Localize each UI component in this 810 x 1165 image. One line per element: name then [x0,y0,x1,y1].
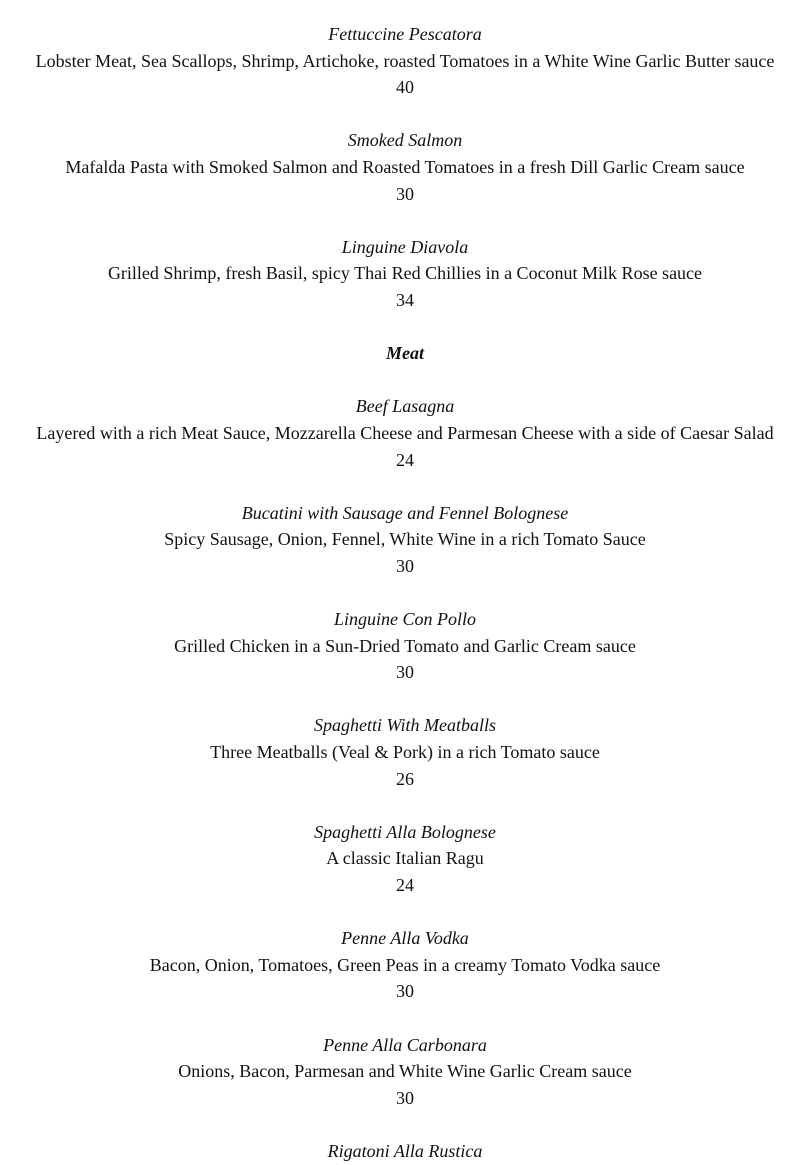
spacer [0,367,810,394]
dish-description: Grilled Shrimp, fresh Basil, spicy Thai Red Chillies in a Coconut Milk Rose sauce [107,263,703,284]
dish-name: Smoked Salmon [347,130,463,151]
menu-item-fettuccine-pescatora [0,21,810,101]
dish-price: 30 [396,981,414,1002]
spacer [0,686,810,713]
dish-price: 24 [396,875,414,895]
menu-item-linguine-diavola [0,234,810,314]
spacer [0,1005,810,1032]
dish-price: 26 [396,768,414,789]
dish-description: A classic Italian Ragu [326,848,484,869]
spacer [0,579,810,606]
menu-item-rigatoni-rustica [0,1138,810,1165]
spacer [0,314,810,341]
dish-name: Penne Alla Carbonara [323,1034,487,1055]
menu-item-bucatini-sausage-fennel [0,500,810,580]
menu-page [0,21,810,1165]
dish-name: Rigatoni Alla Rustica [327,1140,483,1161]
dish-price: 40 [396,77,414,98]
dish-description: Bacon, Onion, Tomatoes, Green Peas in a creamy Tomato Vodka sauce [149,954,661,975]
dish-description: Mafalda Pasta with Smoked Salmon and Roasted Tomatoes in a fresh Dill Garlic Cream sauce [65,156,745,177]
dish-name: Spaghetti Alla Bolognese [314,821,496,842]
section-title-meat: Meat [386,343,424,364]
spacer [0,473,810,500]
menu-item-smoked-salmon [0,127,810,207]
menu-item-penne-vodka [0,925,810,1005]
menu-item-linguine-con-pollo [0,606,810,686]
spacer [0,101,810,128]
dish-price: 30 [396,1087,414,1108]
dish-name: Penne Alla Vodka [341,928,469,949]
dish-description: Layered with a rich Meat Sauce, Mozzarella Cheese and Parmesan Cheese with a side of Caesar Salad [36,422,774,443]
dish-name: Linguine Con Pollo [333,609,476,630]
menu-item-spaghetti-bolognese [0,819,810,899]
dish-name: Fettuccine Pescatora [328,24,482,44]
dish-description: Lobster Meat, Sea Scallops, Shrimp, Artichoke, roasted Tomatoes in a White Wine Garlic Butter sauce [35,50,775,71]
dish-description: Grilled Chicken in a Sun-Dried Tomato and Garlic Cream sauce [174,635,636,656]
dish-price: 30 [396,555,414,576]
dish-name: Beef Lasagna [355,396,455,417]
spacer [0,792,810,819]
spacer [0,207,810,234]
menu-item-beef-lasagna [0,393,810,473]
dish-description: Spicy Sausage, Onion, Fennel, White Wine in a rich Tomato Sauce [164,529,646,550]
dish-price: 34 [396,289,414,310]
dish-name: Bucatini with Sausage and Fennel Bolognese [241,502,569,523]
dish-name: Spaghetti With Meatballs [314,715,496,736]
dish-price: 30 [396,183,414,204]
menu-item-penne-carbonara [0,1032,810,1112]
dish-description: Three Meatballs (Veal & Pork) in a rich Tomato sauce [210,742,600,763]
spacer [0,1111,810,1138]
spacer [0,899,810,926]
menu-item-spaghetti-meatballs [0,712,810,792]
dish-description: Onions, Bacon, Parmesan and White Wine Garlic Cream sauce [178,1061,632,1082]
dish-name: Linguine Diavola [341,236,469,257]
dish-price: 24 [396,449,414,470]
dish-price: 30 [396,662,414,683]
